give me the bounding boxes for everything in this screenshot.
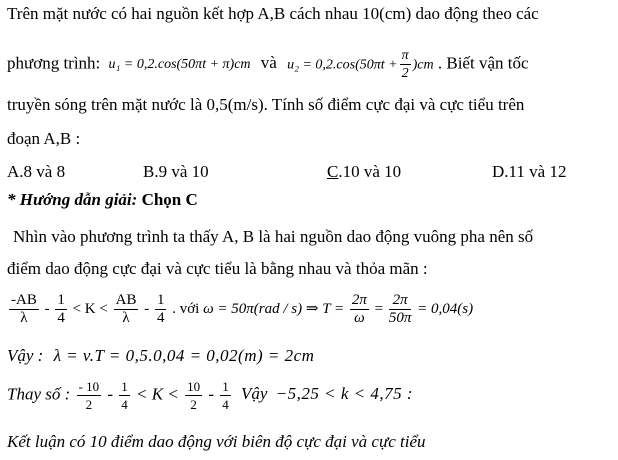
fraction-numerator: 1 <box>222 379 229 394</box>
fraction-2pi-over-omega <box>350 292 369 327</box>
problem-tail-text: . Biết vận tốc <box>437 53 529 73</box>
fraction-numerator: -AB <box>11 292 37 308</box>
solution-text-1: Nhìn vào phương trình ta thấy A, B là hai nguồn dao động vuông pha nên số <box>13 227 534 246</box>
fraction-10-over-2 <box>185 378 202 413</box>
fraction-one-quarter <box>119 378 130 413</box>
fraction-one-quarter <box>155 292 167 327</box>
option-c-letter: C <box>327 162 339 181</box>
fraction-ab-over-lambda <box>114 292 139 327</box>
fraction-numerator: 1 <box>121 379 128 394</box>
solution-text-2: điểm dao động cực đại và cực tiểu là bằng nhau và thỏa mãn : <box>7 259 428 278</box>
fraction-neg10-over-2 <box>77 378 102 413</box>
less-than-k: < K < <box>136 384 179 404</box>
fraction-denominator: 2 <box>85 397 93 412</box>
wavelength-expression: λ = v.T = 0,5.0,04 = 0,02(m) = 2cm <box>53 346 315 365</box>
solution-choice: Chọn C <box>141 190 198 209</box>
fraction-numerator: 2π <box>351 292 367 308</box>
fraction-denominator: 4 <box>156 310 165 326</box>
equation-u1: u₁ = 0,2.cos(50πt + π)cm <box>108 57 251 73</box>
substitution-line <box>7 378 413 413</box>
thay-so-label: Thay số : <box>7 384 71 404</box>
problem-lead-text: phương trình: <box>7 53 101 73</box>
option-d: D.11 và 12 <box>492 162 567 181</box>
equation-u2-left: u₂ = 0,2.cos(50πt + <box>287 57 398 73</box>
fraction-one-quarter <box>220 378 231 413</box>
fraction-numerator: 2π <box>389 292 412 310</box>
k-range: −5,25 < k < 4,75 : <box>275 384 414 404</box>
fraction-denominator: 50π <box>388 310 412 326</box>
inequality-formula <box>7 292 473 327</box>
fraction-denominator: 2 <box>401 66 409 81</box>
problem-line-3: truyền sóng trên mặt nước là 0,5(m/s). Tính số điểm cực đại và cực tiểu trên <box>7 95 525 114</box>
minus-sign: - <box>44 300 50 317</box>
fraction-2pi-over-50pi <box>389 292 412 327</box>
with-word: . với <box>172 300 200 317</box>
fraction-numerator: 10 <box>187 379 201 394</box>
option-c <box>327 162 401 182</box>
minus-sign: - <box>144 300 150 317</box>
period-result: = 0,04(s) <box>417 300 474 317</box>
fraction-numerator: 1 <box>156 292 165 308</box>
wavelength-line <box>7 346 314 366</box>
fraction-denominator: 4 <box>222 397 229 412</box>
fraction-neg-ab-over-lambda <box>9 292 39 327</box>
fraction-numerator: - 10 <box>78 379 100 394</box>
problem-line-4: đoạn A,B : <box>7 129 81 148</box>
solution-heading <box>7 190 198 210</box>
fraction-numerator: 1 <box>57 292 65 308</box>
vay-word: Vậy <box>241 384 268 404</box>
fraction-numerator: π <box>401 48 409 63</box>
omega-expression: ω = 50π(rad / s) ⇒ T = <box>203 300 345 317</box>
minus-sign: - <box>107 384 114 404</box>
fraction-denominator: ω <box>354 310 365 326</box>
problem-line-1: Trên mặt nước có hai nguồn kết hợp A,B cách nhau 10(cm) dao động theo các <box>7 4 539 23</box>
option-a: A.8 và 8 <box>7 162 66 181</box>
fraction-denominator: 4 <box>121 397 128 412</box>
conclusion-text: Kết luận có 10 điểm dao động với biên độ cực đại và cực tiểu <box>7 432 426 451</box>
equals-sign: = <box>374 300 384 317</box>
fraction-denominator: λ <box>122 310 130 326</box>
option-b: B.9 và 10 <box>143 162 209 181</box>
fraction-one-quarter <box>55 292 67 327</box>
less-than-k: < K < <box>72 300 108 317</box>
fraction-denominator: λ <box>20 310 28 326</box>
solution-heading-label: * Hướng dẫn giải: <box>7 190 138 209</box>
vay-label: Vậy : <box>7 346 44 365</box>
fraction-denominator: 2 <box>190 397 197 412</box>
and-word: và <box>260 53 277 73</box>
equation-u2-fraction <box>400 47 411 82</box>
option-c-text: .10 và 10 <box>338 162 402 181</box>
minus-sign: - <box>208 384 215 404</box>
fraction-numerator: AB <box>115 292 137 308</box>
problem-line-2 <box>7 47 529 82</box>
equation-u2-right: )cm <box>412 57 434 73</box>
fraction-denominator: 4 <box>57 310 65 326</box>
